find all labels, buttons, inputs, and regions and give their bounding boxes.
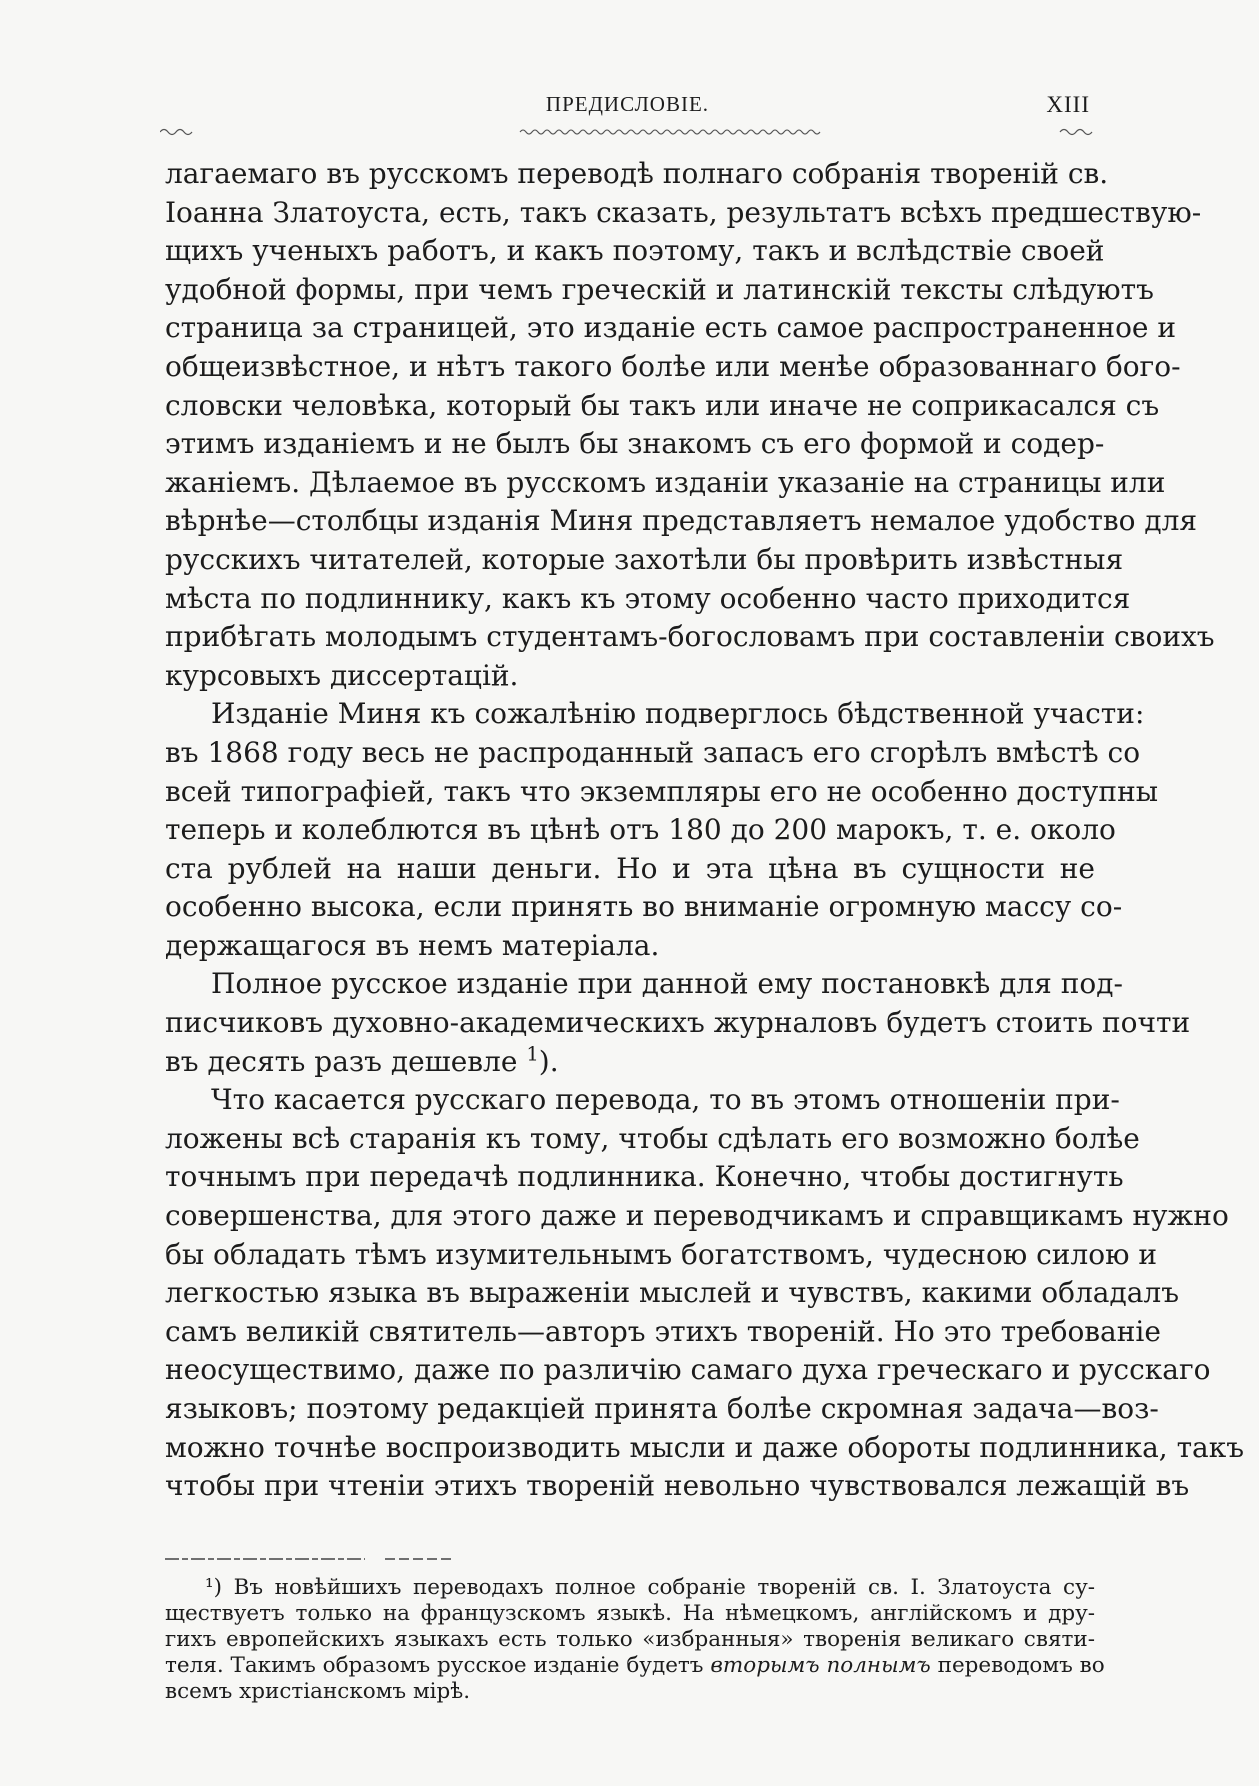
header-ornament	[160, 124, 1100, 136]
text-line: легкостью языка въ выраженіи мыслей и чувствъ, какими обладалъ	[165, 1276, 1180, 1310]
text-line: Что касается русскаго перевода, то въ этомъ отношеніи при-	[211, 1083, 1120, 1117]
text-line: можно точнѣе воспроизводить мысли и даже обороты подлинника, такъ	[165, 1430, 1245, 1464]
text-line: теперь и колеблются въ цѣнѣ отъ 180 до 200 марокъ, т. е. около	[165, 813, 1116, 847]
text-line: въ 1868 году весь не распроданный запасъ его сгорѣлъ вмѣстѣ со	[165, 735, 1141, 769]
text-line: чтобы при чтеніи этихъ твореній невольно чувствовался лежащій въ	[165, 1469, 1190, 1503]
text-line: самъ великій святитель—авторъ этихъ твореній. Но это требованіе	[165, 1314, 1161, 1348]
text-line	[165, 1043, 1095, 1082]
text-line: ста рублей на наши деньги. Но и эта цѣна въ сущности не	[165, 851, 1095, 885]
text-fragment: Въ новѣйшихъ переводахъ полное собраніе твореній св. І. Златоуста су-	[233, 1575, 1095, 1600]
running-head	[165, 92, 1090, 122]
running-title: ПРЕДИСЛОВІЕ.	[545, 92, 710, 116]
text-fragment: ).	[538, 1044, 559, 1078]
text-line: общеизвѣстное, и нѣтъ такого болѣе или менѣе образованнаго бого-	[165, 349, 1181, 383]
footnote-marker: ¹)	[205, 1575, 223, 1600]
footnote-reference[interactable]: 1	[526, 1042, 539, 1066]
footnote	[165, 1575, 1105, 1705]
text-line: совершенства, для этого даже и переводчикамъ и справщикамъ нужно	[165, 1199, 1229, 1233]
text-line: Изданіе Миня къ сожалѣнію подверглось бѣдственной участи:	[211, 697, 1145, 731]
footnote-line	[165, 1653, 1105, 1679]
text-line: держащагося въ немъ матеріала.	[165, 928, 660, 962]
text-line: мѣста по подлиннику, какъ къ этому особенно часто приходится	[165, 581, 1131, 615]
text-line: особенно высока, если принять во вниманіе огромную массу со-	[165, 890, 1123, 924]
text-line: страница за страницей, это изданіе есть самое распространенное и	[165, 311, 1177, 345]
text-line: бы обладать тѣмъ изумительнымъ богатствомъ, чудесною силою и	[165, 1237, 1158, 1271]
text-fragment: переводомъ во	[937, 1653, 1105, 1678]
text-line: ложены всѣ старанія къ тому, чтобы сдѣлать его возможно болѣе	[165, 1121, 1140, 1155]
text-line: этимъ изданіемъ и не былъ бы знакомъ съ его формой и содер-	[165, 427, 1105, 461]
footnote-line	[165, 1575, 1095, 1601]
emphasis: вторымъ полнымъ	[710, 1653, 931, 1678]
text-line: жаніемъ. Дѣлаемое въ русскомъ изданіи указаніе на страницы или	[165, 465, 1166, 499]
text-line: вѣрнѣе—столбцы изданія Миня представляетъ немалое удобство для	[165, 504, 1198, 538]
body-text	[165, 155, 1245, 1506]
text-line: удобной формы, при чемъ греческій и латинскій тексты слѣдуютъ	[165, 272, 1154, 306]
text-line: прибѣгать молодымъ студентамъ-богословамъ при составленіи своихъ	[165, 620, 1215, 654]
text-line: словски человѣка, который бы такъ или иначе не соприкасался съ	[165, 388, 1160, 422]
footnote-rule	[165, 1556, 455, 1562]
text-line: щихъ ученыхъ работъ, и какъ поэтому, такъ и вслѣдствіе своей	[165, 234, 1105, 268]
page-number: XIII	[1046, 92, 1090, 117]
text-line: писчиковъ духовно-академическихъ журналовъ будетъ стоить почти	[165, 1006, 1191, 1040]
footnote-line: гихъ европейскихъ языкахъ есть только «избранныя» творенія великаго святи-	[165, 1627, 1095, 1652]
text-fragment: въ десять разъ дешевле	[165, 1044, 518, 1078]
text-line: всей типографіей, такъ что экземпляры его не особенно доступны	[165, 774, 1159, 808]
text-fragment: теля. Такимъ образомъ русское изданіе будетъ	[165, 1653, 704, 1678]
footnote-line: всемъ христіанскомъ мірѣ.	[165, 1679, 471, 1704]
text-line: Іоанна Златоуста, есть, такъ сказать, результатъ всѣхъ предшествую-	[165, 195, 1202, 229]
text-line: языковъ; поэтому редакціей принята болѣе скромная задача—воз-	[165, 1392, 1159, 1425]
text-line: точнымъ при передачѣ подлинника. Конечно, чтобы достигнуть	[165, 1160, 1124, 1194]
text-line: неосуществимо, даже по различію самаго духа греческаго и русскаго	[165, 1353, 1211, 1387]
text-line: Полное русское изданіе при данной ему постановкѣ для под-	[211, 967, 1123, 1001]
footnote-line: ществуетъ только на французскомъ языкѣ. На нѣмецкомъ, англійскомъ и дру-	[165, 1601, 1095, 1626]
text-line: курсовыхъ диссертацій.	[165, 658, 519, 692]
text-line: лагаемаго въ русскомъ переводѣ полнаго собранія твореній св.	[165, 157, 1109, 190]
text-line: русскихъ читателей, которые захотѣли бы провѣрить извѣстныя	[165, 542, 1124, 576]
